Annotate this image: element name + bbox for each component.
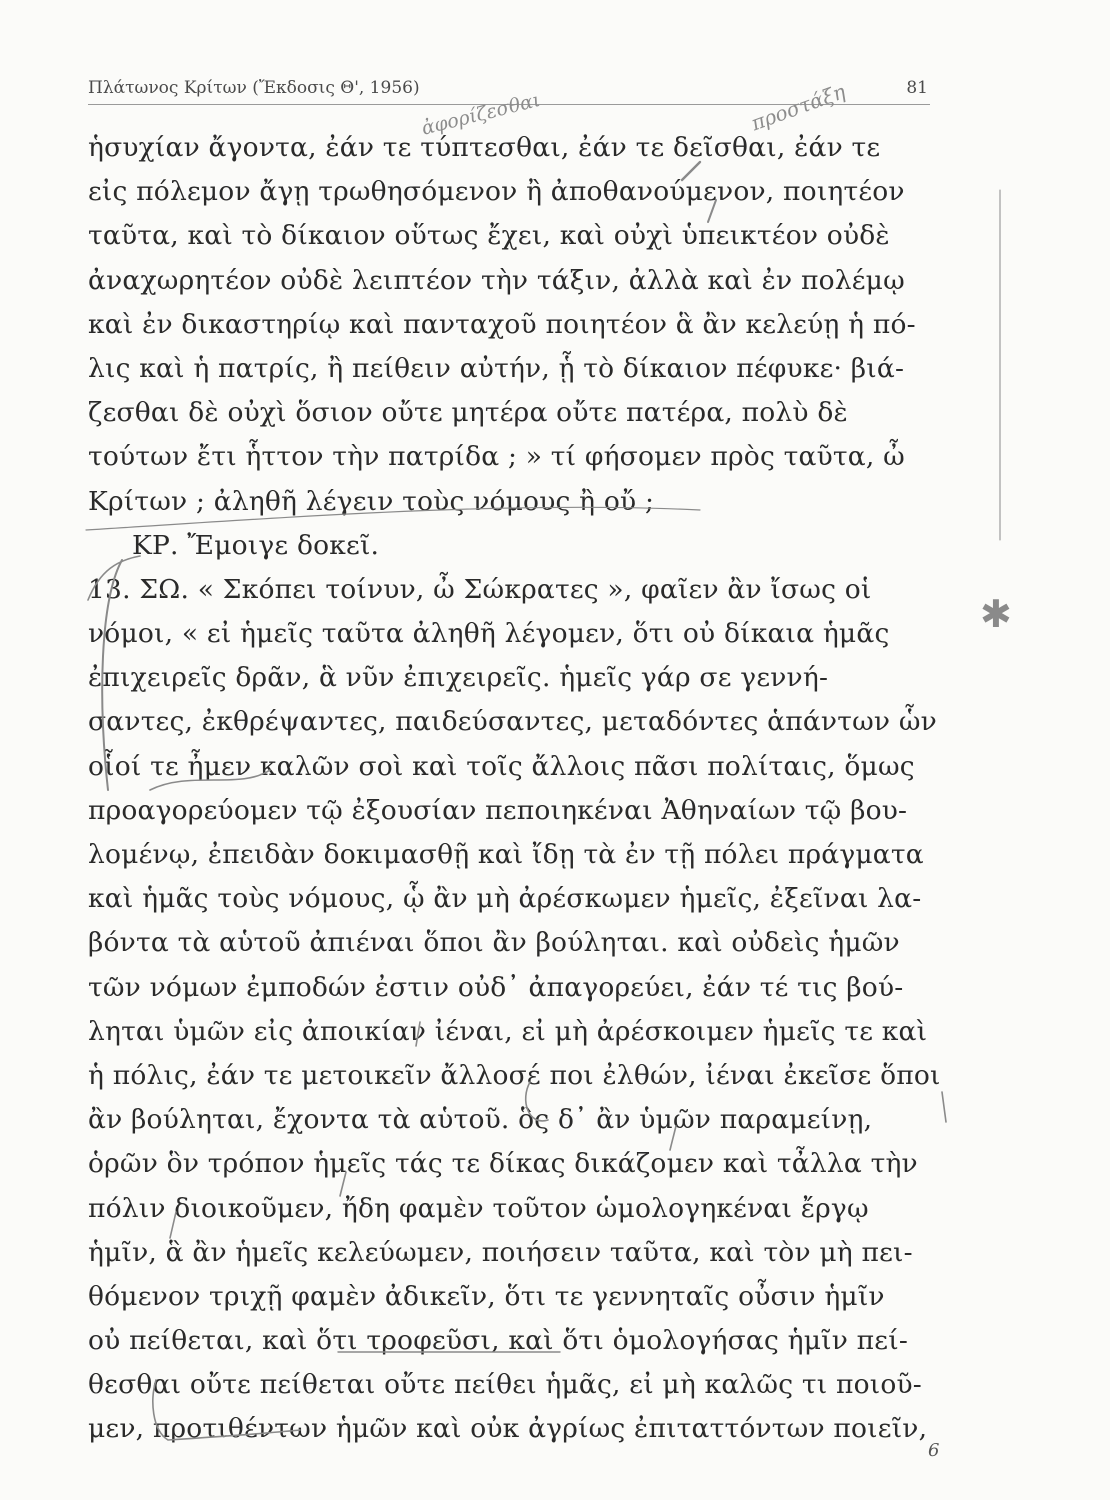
page-number: 81 (906, 78, 928, 98)
running-title: Πλάτωνος Κρίτων (Ἔκδοσις Θ', 1956) (88, 78, 420, 98)
text-line: οὐ πείθεται, καὶ ὅτι τροφεῦσι, καὶ ὅτι ὁμολογήσας ἡμῖν πεί- (88, 1325, 908, 1357)
text-line: ὁρῶν ὃν τρόπον ἡμεῖς τάς τε δίκας δικάζομεν καὶ τἆλλα τὴν (88, 1148, 918, 1180)
text-line: βόντα τὰ αὑτοῦ ἀπιέναι ὅποι ἂν βούληται. καὶ οὐδεὶς ἡμῶν (88, 927, 900, 959)
text-line: ἐπιχειρεῖς δρᾶν, ἃ νῦν ἐπιχειρεῖς. ἡμεῖς γάρ σε γεννή- (88, 662, 829, 694)
text-line: ἡμῖν, ἃ ἂν ἡμεῖς κελεύωμεν, ποιήσειν ταῦτα, καὶ τὸν μὴ πει- (88, 1236, 913, 1268)
text-line: πόλιν διοικοῦμεν, ἤδη φαμὲν τοῦτον ὡμολογηκέναι ἔργῳ (88, 1192, 869, 1224)
text-line: ταῦτα, καὶ τὸ δίκαιον οὕτως ἔχει, καὶ οὐχὶ ὑπεικτέον οὐδὲ (88, 220, 890, 252)
text-line: ληται ὑμῶν εἰς ἀποικίαν ἰέναι, εἰ μὴ ἀρέσκοιμεν ἡμεῖς τε καὶ (88, 1015, 928, 1047)
margin-note-top-right: προστάξη (747, 79, 849, 136)
text-line: καὶ ἡμᾶς τοὺς νόμους, ᾧ ἂν μὴ ἀρέσκωμεν ἡμεῖς, ἐξεῖναι λα- (88, 883, 922, 915)
text-line: ζεσθαι δὲ οὐχὶ ὅσιον οὔτε μητέρα οὔτε πατέρα, πολὺ δὲ (88, 397, 848, 429)
section-start-line: 13. ΣΩ. « Σκόπει τοίνυν, ὦ Σώκρατες », φαῖεν ἂν ἴσως οἱ (88, 573, 872, 605)
text-line: νόμοι, « εἰ ἡμεῖς ταῦτα ἀληθῆ λέγομεν, ὅτι οὐ δίκαια ἡμᾶς (88, 618, 890, 650)
margin-asterisk: ✱ (980, 592, 1012, 636)
text-line: Κρίτων ; ἀληθῆ λέγειν τοὺς νόμους ἢ οὔ ; (88, 485, 655, 517)
speaker-line: ΚΡ. Ἔμοιγε δοκεῖ. (132, 529, 380, 561)
margin-note-top-left: ἀφορίζεσθαι (419, 88, 543, 140)
text-line: θεσθαι οὔτε πείθεται οὔτε πείθει ἡμᾶς, εἰ μὴ καλῶς τι ποιοῦ- (88, 1369, 922, 1401)
text-line: εἰς πόλεμον ἄγῃ τρωθησόμενον ἢ ἀποθανούμενον, ποιητέον (88, 176, 905, 208)
text-line: οἷοί τε ἦμεν καλῶν σοὶ καὶ τοῖς ἄλλοις πᾶσι πολίταις, ὅμως (88, 750, 915, 782)
text-line: ἂν βούληται, ἔχοντα τὰ αὑτοῦ. ὃς δ᾽ ἂν ὑμῶν παραμείνῃ, (88, 1104, 873, 1136)
text-line: λις καὶ ἡ πατρίς, ἢ πείθειν αὐτήν, ᾗ τὸ δίκαιον πέφυκε· βιά- (88, 352, 905, 384)
text-line: σαντες, ἐκθρέψαντες, παιδεύσαντες, μεταδόντες ἁπάντων ὧν (88, 706, 937, 738)
text-line: μεν, προτιθέντων ἡμῶν καὶ οὐκ ἀγρίως ἐπιταττόντων ποιεῖν, (88, 1413, 928, 1445)
text-line: τῶν νόμων ἐμποδών ἐστιν οὐδ᾽ ἀπαγορεύει, ἐάν τέ τις βού- (88, 971, 904, 1003)
signature-mark: 6 (928, 1440, 940, 1461)
text-line: καὶ ἐν δικαστηρίῳ καὶ πανταχοῦ ποιητέον ἃ ἂν κελεύῃ ἡ πό- (88, 308, 916, 340)
body-text (88, 126, 950, 1452)
text-line: λομένῳ, ἐπειδὰν δοκιμασθῇ καὶ ἴδῃ τὰ ἐν τῇ πόλει πράγματα (88, 839, 924, 870)
text-line: τούτων ἔτι ἧττον τὴν πατρίδα ; » τί φήσομεν πρὸς ταῦτα, ὦ (88, 441, 905, 473)
text-line: ἀναχωρητέον οὐδὲ λειπτέον τὴν τάξιν, ἀλλὰ καὶ ἐν πολέμῳ (88, 264, 905, 296)
text-line: ἡσυχίαν ἄγοντα, ἐάν τε τύπτεσθαι, ἐάν τε δεῖσθαι, ἐάν τε (88, 132, 881, 163)
text-line: ἡ πόλις, ἐάν τε μετοικεῖν ἄλλοσέ ποι ἐλθών, ἰέναι ἐκεῖσε ὅποι (88, 1059, 941, 1091)
text-line: θόμενον τριχῇ φαμὲν ἀδικεῖν, ὅτι τε γεννηταῖς οὖσιν ἡμῖν (88, 1280, 885, 1312)
text-line: προαγορεύομεν τῷ ἐξουσίαν πεποιηκέναι Ἀθηναίων τῷ βου- (88, 794, 908, 826)
